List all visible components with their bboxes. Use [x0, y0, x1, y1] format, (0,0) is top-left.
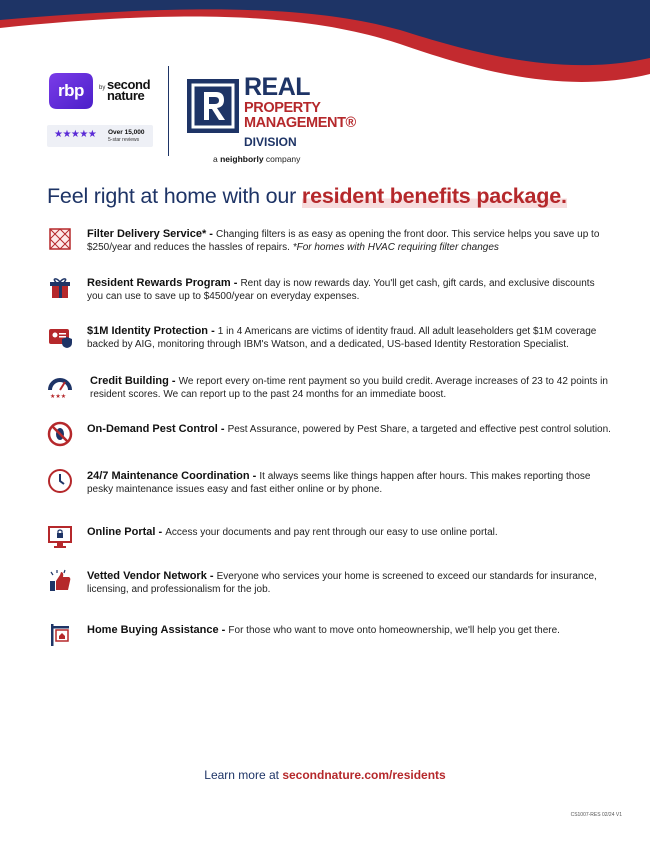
review-count: Over 15,000 — [108, 129, 145, 136]
rpm-wordmark-division: DIVISION — [244, 135, 297, 149]
gift-icon — [47, 275, 73, 301]
thumbs-up-icon — [47, 568, 73, 594]
rpm-wordmark-real: REAL — [244, 73, 311, 101]
rpm-wordmark-property: PROPERTY — [244, 100, 321, 116]
clock-icon — [47, 468, 73, 494]
computer-lock-icon — [47, 524, 73, 550]
by-text: by — [99, 85, 106, 91]
website-url: secondnature.com/residents — [282, 768, 446, 782]
id-card-shield-icon — [47, 323, 73, 349]
rpm-wordmark-management: MANAGEMENT® — [244, 115, 356, 131]
document-code: CS1007-RES 02/24 V1 — [570, 812, 622, 818]
page-title: Feel right at home with our resident benefits package. — [47, 184, 567, 208]
star-rating-icon: ★★★★★ — [54, 129, 97, 140]
svg-text:★★★: ★★★ — [50, 393, 67, 399]
learn-more-link[interactable]: Learn more at secondnature.com/residents — [204, 768, 446, 782]
headline-highlight: resident benefits package. — [301, 184, 567, 208]
second-nature-logo: second nature — [107, 77, 151, 103]
header-swoosh — [0, 0, 650, 110]
home-sign-icon — [47, 622, 73, 648]
logo-divider — [168, 66, 169, 156]
rpm-logo-icon — [186, 78, 240, 134]
no-pests-icon — [47, 421, 73, 447]
air-filter-icon — [47, 226, 73, 252]
neighborly-tagline: a neighborly company — [213, 154, 301, 164]
review-label: 5-star reviews — [108, 137, 140, 143]
rbp-logo-text: rbp — [58, 81, 84, 100]
credit-gauge-icon — [47, 373, 73, 399]
